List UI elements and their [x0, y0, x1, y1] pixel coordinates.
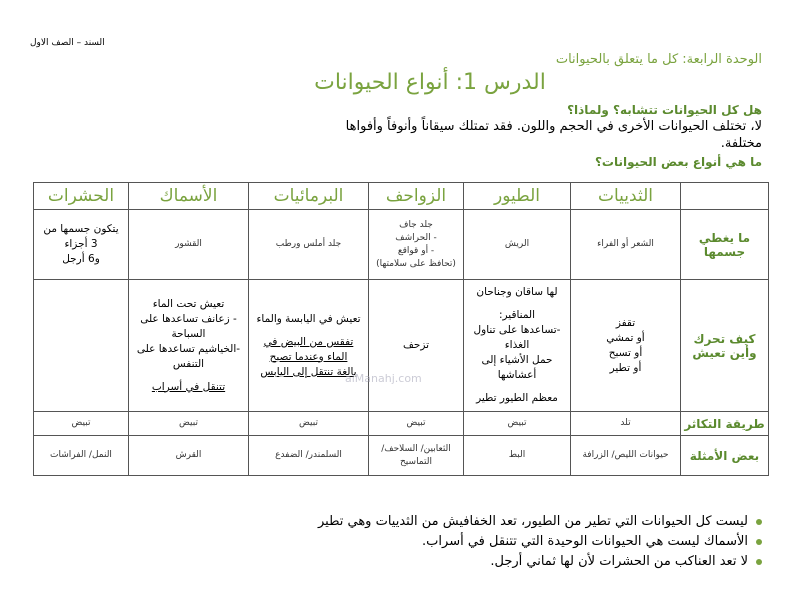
table-cell [249, 280, 369, 412]
table-cell [464, 280, 571, 412]
cell-line: أعشاشها [497, 369, 537, 381]
cell-line [252, 327, 365, 335]
table-cell [571, 412, 681, 436]
cell-line: - الحراشف [395, 232, 437, 243]
cell-line: معظم الطيور تطير [476, 392, 558, 404]
cell-line: و6 أرجل [62, 253, 100, 265]
cell-line: تبيض [406, 418, 426, 428]
table-row [34, 412, 769, 436]
cell-line: البط [508, 450, 526, 460]
table-cell [369, 210, 464, 280]
cell-line: تبيض [179, 418, 198, 428]
cell-line: السلمندر/ الضفدع [275, 450, 342, 460]
note-item: الأسماك ليست هي الحيوانات الوحيدة التي تتنقل في أسراب. [202, 532, 762, 552]
cell-line: جلد أملس ورطب [275, 239, 342, 249]
table-cell [129, 280, 249, 412]
row-header: بعض الأمثلة [681, 436, 769, 476]
cell-line: تقفز [615, 316, 636, 329]
answer-similarity: لا، تختلف الحيوانات الأخرى في الحجم واللون. فقد تمتلك سيقاناً وأنوفاً وأفواها مختلفة. [345, 119, 762, 151]
animal-types-table [33, 182, 769, 476]
column-header: الثدييات [571, 183, 681, 210]
cell-line: حيوانات الليص/ الزرافة [582, 450, 669, 460]
table-cell [571, 280, 681, 412]
corner-cell [681, 183, 769, 210]
unit-title: الوحدة الرابعة: كل ما يتعلق بالحيوانات [555, 52, 762, 67]
cell-line: القرش [175, 450, 202, 460]
cell-line: 3 أجزاء [64, 238, 98, 250]
table-cell [34, 280, 129, 412]
cell-line: التماسيح [400, 456, 432, 467]
table-cell [249, 436, 369, 476]
cell-line: أو تطير [609, 361, 642, 374]
cell-line [132, 372, 245, 380]
table-cell [369, 436, 464, 476]
table-cell [249, 412, 369, 436]
table-cell [464, 210, 571, 280]
column-header: الزواحف [369, 183, 464, 210]
cell-line: الشعر أو الفراء [597, 239, 654, 249]
table-cell [129, 210, 249, 280]
cell-line [467, 300, 567, 308]
table-cell [34, 436, 129, 476]
cell-line: تعيش تحت الماء [152, 297, 225, 310]
cell-line: تتنقل في أسراب [151, 380, 226, 393]
cell-line: - أو قواقع [397, 245, 435, 256]
question-types: ما هي أنواع بعض الحيوانات؟ [594, 155, 762, 169]
watermark: alManahj.com [345, 372, 422, 385]
cell-line: أو تسبح [608, 346, 643, 359]
cell-line: المناقير: [498, 309, 536, 321]
cell-line: تزحف [402, 339, 430, 351]
cell-line: يتكون جسمها من [43, 223, 119, 235]
cell-line: النمل/ الفراشات [50, 450, 112, 460]
cell-line: تبيض [507, 418, 527, 428]
table-cell [129, 436, 249, 476]
notes-list [202, 512, 762, 572]
row-header: كيف تحرك وأين تعيش [681, 280, 769, 412]
cell-line: الغذاء [504, 339, 530, 351]
cell-line: تلد [620, 418, 631, 428]
cell-line: تعيش في اليابسة والماء [256, 312, 361, 325]
row-header: ما يغطي جسمها [681, 210, 769, 280]
row-header: طريقة التكاثر [681, 412, 769, 436]
header-grade-label: السند – الصف الاول [30, 38, 105, 48]
note-item: لا تعد العناكب من الحشرات لأن لها ثماني أرجل. [202, 552, 762, 572]
column-header: الطيور [464, 183, 571, 210]
cell-line: بالغة تنتقل إلى اليابس [260, 365, 357, 378]
table-cell [34, 412, 129, 436]
table-cell [571, 210, 681, 280]
column-header: الحشرات [34, 183, 129, 210]
table-cell [464, 436, 571, 476]
cell-line: تفقس من البيض في [263, 335, 354, 348]
cell-line: القشور [175, 239, 202, 249]
table-cell [571, 436, 681, 476]
table-cell [129, 412, 249, 436]
cell-line: حمل الأشياء إلى [481, 354, 553, 366]
lesson-title: الدرس 1: أنواع الحيوانات [314, 70, 546, 95]
table-cell [369, 412, 464, 436]
cell-line: -تساعدها على تناول [473, 324, 561, 336]
cell-line: - زعانف تساعدها على السباحة [140, 312, 237, 340]
table-row [34, 210, 769, 280]
cell-line: الماء وعندما تصبح [269, 350, 348, 363]
cell-line: (تحافظ على سلامتها) [376, 258, 456, 269]
column-header: البرمائيات [249, 183, 369, 210]
column-header: الأسماك [129, 183, 249, 210]
cell-line [467, 383, 567, 391]
table-row [34, 280, 769, 412]
table-cell [34, 210, 129, 280]
table-cell [249, 210, 369, 280]
cell-line: جلد جاف [399, 219, 433, 230]
cell-line: -الخياشيم تساعدها على التنفس [136, 342, 241, 370]
table-header-row [34, 183, 769, 210]
cell-line: تبيض [299, 418, 318, 428]
cell-line: الثعابين/ السلاحف/ [381, 443, 451, 454]
table-row [34, 436, 769, 476]
cell-line: أو تمشي [606, 331, 645, 344]
cell-line: الريش [504, 239, 530, 249]
cell-line: تبيض [71, 418, 91, 428]
table-cell [369, 280, 464, 412]
note-item: ليست كل الحيوانات التي تطير من الطيور، تعد الخفافيش من الثدييات وهي تطير [202, 512, 762, 532]
cell-line: لها ساقان وجناحان [476, 286, 558, 298]
table-cell [464, 412, 571, 436]
question-similarity: هل كل الحيوانات تتشابه؟ ولماذا؟ [567, 103, 762, 117]
